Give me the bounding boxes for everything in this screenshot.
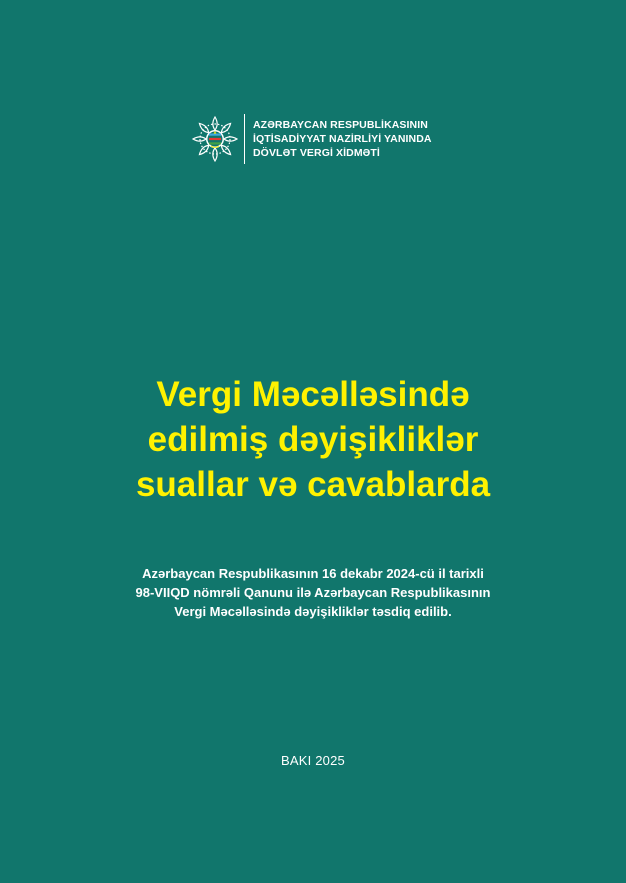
document-subtitle-line: Azərbaycan Respublikasının 16 dekabr 2024-cü il tarixli <box>142 566 484 581</box>
document-title-line: Vergi Məcəlləsində <box>156 375 470 414</box>
organization-name-line: DÖVLƏT VERGİ XİDMƏTİ <box>253 147 380 159</box>
national-emblem-icon <box>190 114 240 164</box>
document-subtitle-line: 98-VIIQD nömrəli Qanunu ilə Azərbaycan Respublikasının <box>135 585 491 600</box>
document-subtitle-line: Vergi Məcəlləsində dəyişikliklər təsdiq edilib. <box>174 604 452 619</box>
place-year: BAKI 2025 <box>281 753 345 768</box>
organization-name-line: AZƏRBAYCAN RESPUBLİKASININ <box>253 119 428 131</box>
document-title-line: suallar və cavablarda <box>135 465 491 504</box>
header <box>190 114 432 164</box>
header-divider <box>244 114 245 164</box>
document-title-line: edilmiş dəyişikliklər <box>147 420 479 459</box>
document-title <box>0 372 626 507</box>
document-subtitle <box>0 564 626 621</box>
organization-name-line: İQTİSADİYYAT NAZİRLİYİ YANINDA <box>253 133 432 145</box>
organization-name <box>253 118 432 160</box>
